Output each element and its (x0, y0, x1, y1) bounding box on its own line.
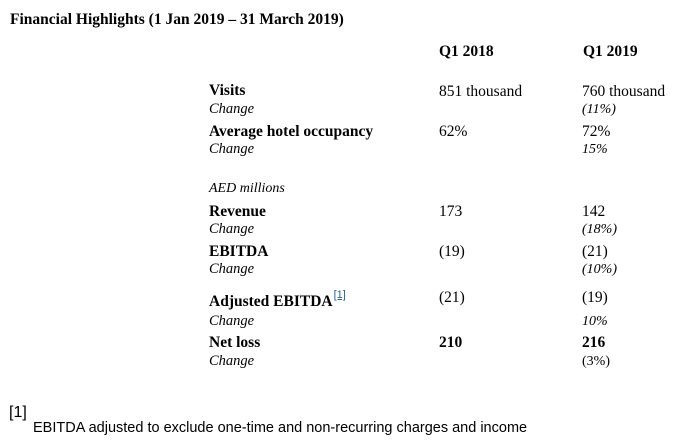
revenue-q1-2018: 173 (439, 203, 463, 220)
visits-q1-2018: 851 thousand (439, 83, 523, 100)
net-loss-change-2019: (3%) (582, 354, 610, 369)
adjusted-ebitda-q1-2018: (21) (439, 289, 465, 306)
visits-change-label: Change (209, 101, 255, 117)
column-header-q1-2018: Q1 2018 (439, 43, 494, 60)
row-label-occupancy: Average hotel occupancy (209, 123, 374, 140)
ebitda-change-2019: (10%) (582, 262, 617, 277)
occupancy-q1-2019: 72% (582, 123, 611, 140)
ebitda-q1-2019: (21) (582, 243, 608, 260)
row-label-ebitda: EBITDA (209, 243, 269, 260)
occupancy-change-label: Change (209, 141, 255, 157)
unit-note: AED millions (209, 181, 285, 196)
row-label-adjusted-ebitda (209, 289, 346, 311)
visits-change-2019: (11%) (582, 102, 616, 117)
revenue-change-2019: (18%) (582, 222, 617, 237)
net-loss-q1-2018: 210 (439, 334, 463, 351)
footnote-mark: [1] (9, 404, 27, 421)
page-title: Financial Highlights (1 Jan 2019 – 31 March 2019) (10, 11, 344, 28)
ebitda-change-label: Change (209, 261, 255, 277)
adjusted-ebitda-q1-2019: (19) (582, 289, 608, 306)
adjusted-ebitda-change-2019: 10% (582, 314, 608, 329)
footnote-reference-link[interactable]: [1] (333, 289, 346, 301)
occupancy-change-2019: 15% (582, 142, 608, 157)
row-label-visits: Visits (209, 82, 246, 99)
revenue-q1-2019: 142 (582, 203, 606, 220)
adjusted-ebitda-change-label: Change (209, 313, 255, 329)
net-loss-change-label: Change (209, 353, 255, 369)
row-label-revenue: Revenue (209, 203, 266, 220)
occupancy-q1-2018: 62% (439, 123, 468, 140)
adjusted-ebitda-label-text: Adjusted EBITDA (209, 293, 333, 310)
footnote-text: EBITDA adjusted to exclude one-time and non-recurring charges and income (33, 420, 528, 436)
revenue-change-label: Change (209, 221, 255, 237)
column-header-q1-2019: Q1 2019 (583, 43, 638, 60)
net-loss-q1-2019: 216 (582, 334, 606, 351)
row-label-net-loss: Net loss (209, 334, 261, 351)
visits-q1-2019: 760 thousand (582, 83, 666, 100)
ebitda-q1-2018: (19) (439, 243, 465, 260)
